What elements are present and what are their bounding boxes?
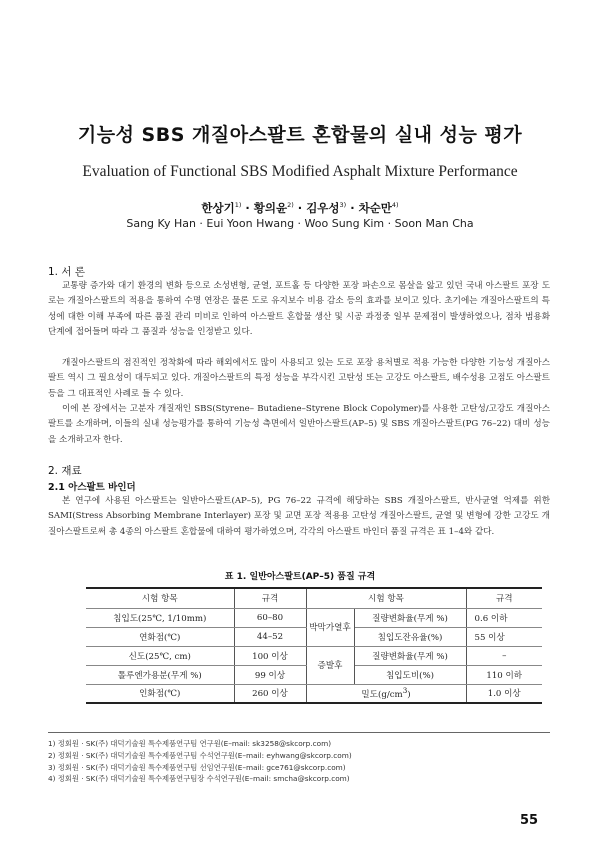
table-cell: 인화점(℃)	[86, 684, 234, 703]
footnote: 4) 정회원 · SK(주) 대덕기술원 특수제품연구팀장 수석연구원(E–mail: smcha@skcorp.com)	[48, 774, 350, 784]
header-test-item: 시험 항목	[86, 588, 234, 608]
table-cell: 100 이상	[234, 646, 306, 665]
table-cell: 1.0 이상	[466, 684, 542, 703]
table-cell: 질량변화율(무게 %)	[354, 608, 466, 627]
table-cell: 60–80	[234, 608, 306, 627]
author-separator: ·	[293, 201, 307, 215]
table-cell: 99 이상	[234, 665, 306, 684]
section-heading-introduction: 1. 서 론	[48, 266, 85, 278]
table-cell: 연화점(℃)	[86, 627, 234, 646]
header-spec: 규격	[234, 588, 306, 608]
author-affiliation-mark: 2)	[287, 201, 294, 210]
page-number: 55	[520, 813, 539, 828]
table-cell: –	[466, 646, 542, 665]
table-cell: 신도(25℃, cm)	[86, 646, 234, 665]
footnote-divider	[48, 732, 550, 733]
table-cell: 침입도잔유율(%)	[354, 627, 466, 646]
author-affiliation-mark: 4)	[391, 201, 399, 210]
author-separator: ·	[241, 201, 254, 215]
intro-paragraph-2: 개질아스팔트의 점진적인 정착화에 따라 해외에서도 많이 사용되고 있는 도로 포장 용처별로 적용 가능한 다양한 기능성 개질아스팔트 역시 그 필요성이 대두되고 있다. 개질아스팔트의 특정 성능을 부각시킨 고탄성 또는 고강도 아스팔트, 배수성용 고점도 아스팔트 등을 그 대표적인 사례로 들 수 있다.	[48, 358, 550, 399]
table-cell-density	[306, 684, 466, 703]
table-cell: 110 이하	[466, 665, 542, 684]
authors-english: Sang Ky Han · Eui Yoon Hwang · Woo Sung Kim · Soon Man Cha	[126, 217, 474, 230]
authors-korean	[0, 200, 600, 216]
author-name: 차순만	[358, 201, 392, 215]
table-cell: 44–52	[234, 627, 306, 646]
table-row	[86, 684, 542, 703]
header-spec: 규격	[466, 588, 542, 608]
table-row	[86, 608, 542, 627]
author-separator: ·	[346, 201, 359, 215]
section-heading-materials: 2. 재료	[48, 465, 82, 477]
footnote: 2) 정회원 · SK(주) 대덕기술원 특수제품연구팀 수석연구원(E–mail: eyhwang@skcorp.com)	[48, 750, 352, 760]
footnotes	[48, 738, 352, 785]
footnote: 3) 정회원 · SK(주) 대덕기술원 특수제품연구팀 선임연구원(E–mail: gce761@skcorp.com)	[48, 762, 346, 772]
author-name: 황의윤	[253, 201, 288, 215]
header-test-item: 시험 항목	[306, 588, 466, 608]
table-cell: 55 이상	[466, 627, 542, 646]
intro-paragraph-1: 교통량 증가와 대기 환경의 변화 등으로 소성변형, 균열, 포트홀 등 다양한 포장 파손으로 몸살을 앓고 있던 국내 아스팔트 포장 도로는 개질아스팔트의 적용을 통하여 수명 연장은 물론 도로 유지보수 비용 감소 등의 효과를 보이고 있다. 초기에는 개질아스팔트의 특성에 대한 이해 부족에 따른 품질 관리 미비로 인하여 아스팔트 혼합물 생산 및 시공 과정중 일부 문제점이 발생하였으나, 점차 범용화 단계에 접어들며 따라 그 품질과 성능을 인정받고 있다.	[48, 281, 550, 338]
table-group-cell: 박막가열후	[306, 608, 354, 646]
paper-title-english: Evaluation of Functional SBS Modified Asphalt Mixture Performance	[82, 163, 518, 180]
author-affiliation-mark: 1)	[234, 201, 242, 210]
table-header-row	[86, 588, 542, 608]
author-name: 한상기	[201, 201, 235, 215]
table-cell: 질량변화율(무게 %)	[354, 646, 466, 665]
subsection-heading-asphalt-binder: 2.1 아스팔트 바인더	[48, 482, 136, 493]
density-label: 밀도(g/cm	[361, 690, 403, 701]
quality-spec-table	[86, 587, 542, 704]
intro-paragraph-3: 이에 본 장에서는 고분자 개질재인 SBS(Styrene– Butadiene–Styrene Block Copolymer)를 사용한 고탄성/고강도 개질아스팔트를 소개하며, 이들의 실내 성능평가를 통하여 기능성 측면에서 일반아스팔트(AP–5) 및 SBS 개질아스팔트(PG 76–22) 대비 성능을 소개하고자 한다.	[48, 404, 550, 445]
table-cell: 0.6 이하	[466, 608, 542, 627]
density-label-close: )	[407, 690, 411, 701]
footnote: 1) 정회원 · SK(주) 대덕기술원 특수제품연구팀 연구원(E–mail: sk3258@skcorp.com)	[48, 739, 332, 748]
materials-paragraph-1: 본 연구에 사용된 아스팔트는 일반아스팔트(AP–5), PG 76–22 규격에 해당하는 SBS 개질아스팔트, 반사균열 억제를 위한 SAMI(Stress Absorbing Membrane Interlayer) 포장 및 교면 포장 적용용 고탄성 개질아스팔트, 균열 및 변형에 강한 고강도 개질아스팔트로써 총 4종의 아스팔트 혼합물에 대하여 평가하였으며, 각각의 아스팔트 바인더 품질 규격은 표 1–4와 같다.	[48, 496, 550, 537]
paper-title-korean: 기능성 SBS 개질아스팔트 혼합물의 실내 성능 평가	[77, 124, 523, 146]
density-unit-exponent: 3	[402, 686, 408, 696]
table-group-cell: 증발후	[306, 646, 354, 684]
table-caption: 표 1. 일반아스팔트(AP–5) 품질 규격	[224, 572, 376, 582]
author-affiliation-mark: 3)	[339, 201, 347, 210]
table-cell: 톨루엔가용분(무게 %)	[86, 665, 234, 684]
table-cell: 침입도비(%)	[354, 665, 466, 684]
table-cell: 260 이상	[234, 684, 306, 703]
table-row	[86, 646, 542, 665]
table-cell: 침입도(25℃, 1/10mm)	[86, 608, 234, 627]
author-name: 김우성	[306, 201, 340, 215]
